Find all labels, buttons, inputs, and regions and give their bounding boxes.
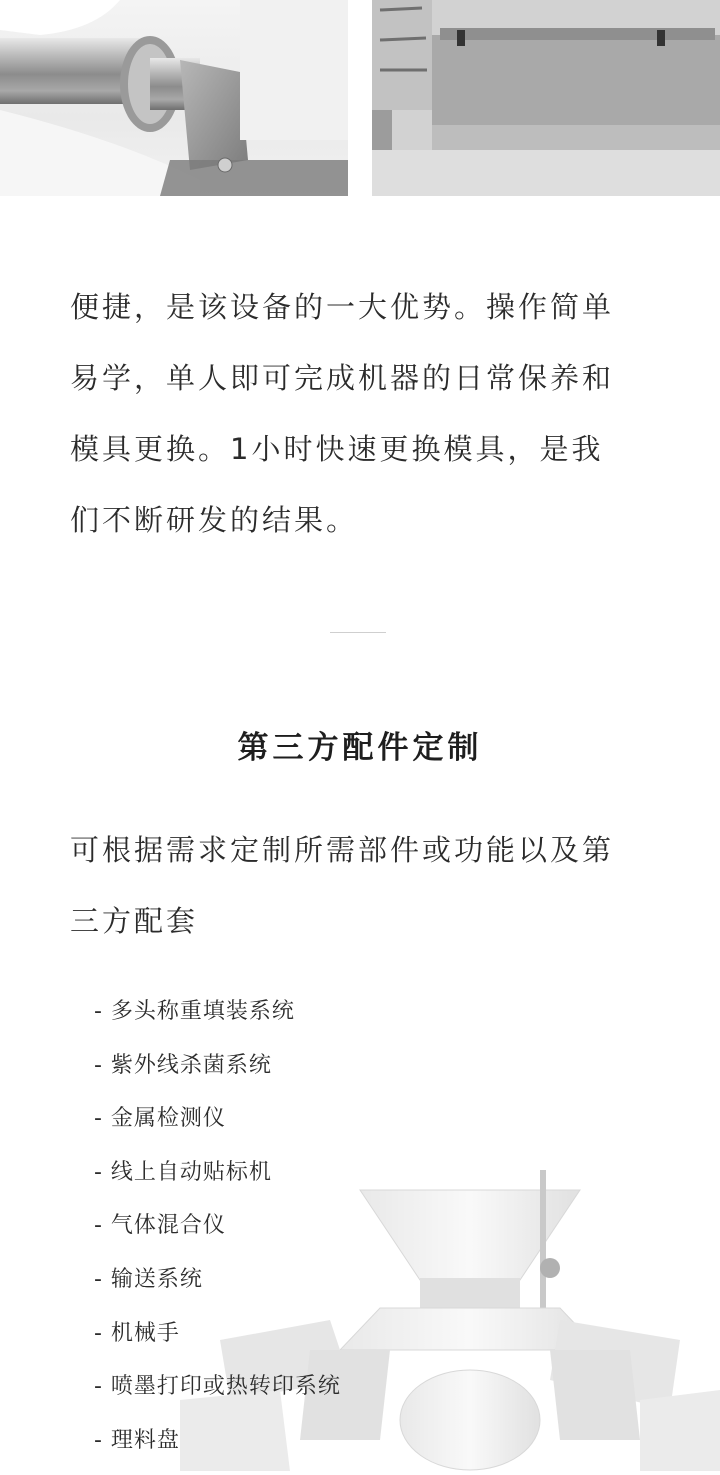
sealing-machine-photo	[372, 0, 720, 196]
feature-list	[94, 992, 341, 1474]
list-item: - 金属检测仪	[94, 1106, 226, 1132]
list-item: - 喷墨打印或热转印系统	[94, 1374, 341, 1400]
section-title: 第三方配件定制	[237, 730, 483, 766]
list-item: - 紫外线杀菌系统	[94, 1052, 272, 1078]
list-item: - 机械手	[94, 1320, 180, 1346]
list-item: - 气体混合仪	[94, 1213, 226, 1239]
maintenance-paragraph	[70, 272, 660, 556]
paragraph-line: 易学，单人即可完成机器的日常保养和	[70, 361, 615, 395]
intro-line: 三方配套	[70, 904, 199, 938]
paragraph-line: 便捷，是该设备的一大优势。操作简单	[70, 290, 615, 324]
section-divider	[330, 632, 386, 633]
list-item: - 线上自动贴标机	[94, 1159, 272, 1185]
list-item: - 多头称重填装系统	[94, 999, 295, 1024]
paragraph-line: 模具更换。1小时快速更换模具，是我	[70, 432, 604, 466]
section-intro	[70, 815, 660, 957]
roller-machine-photo	[0, 0, 348, 196]
paragraph-line: 们不断研发的结果。	[70, 503, 359, 537]
list-item: - 理料盘	[94, 1427, 180, 1453]
list-item: - 输送系统	[94, 1266, 203, 1292]
intro-line: 可根据需求定制所需部件或功能以及第	[70, 833, 615, 867]
